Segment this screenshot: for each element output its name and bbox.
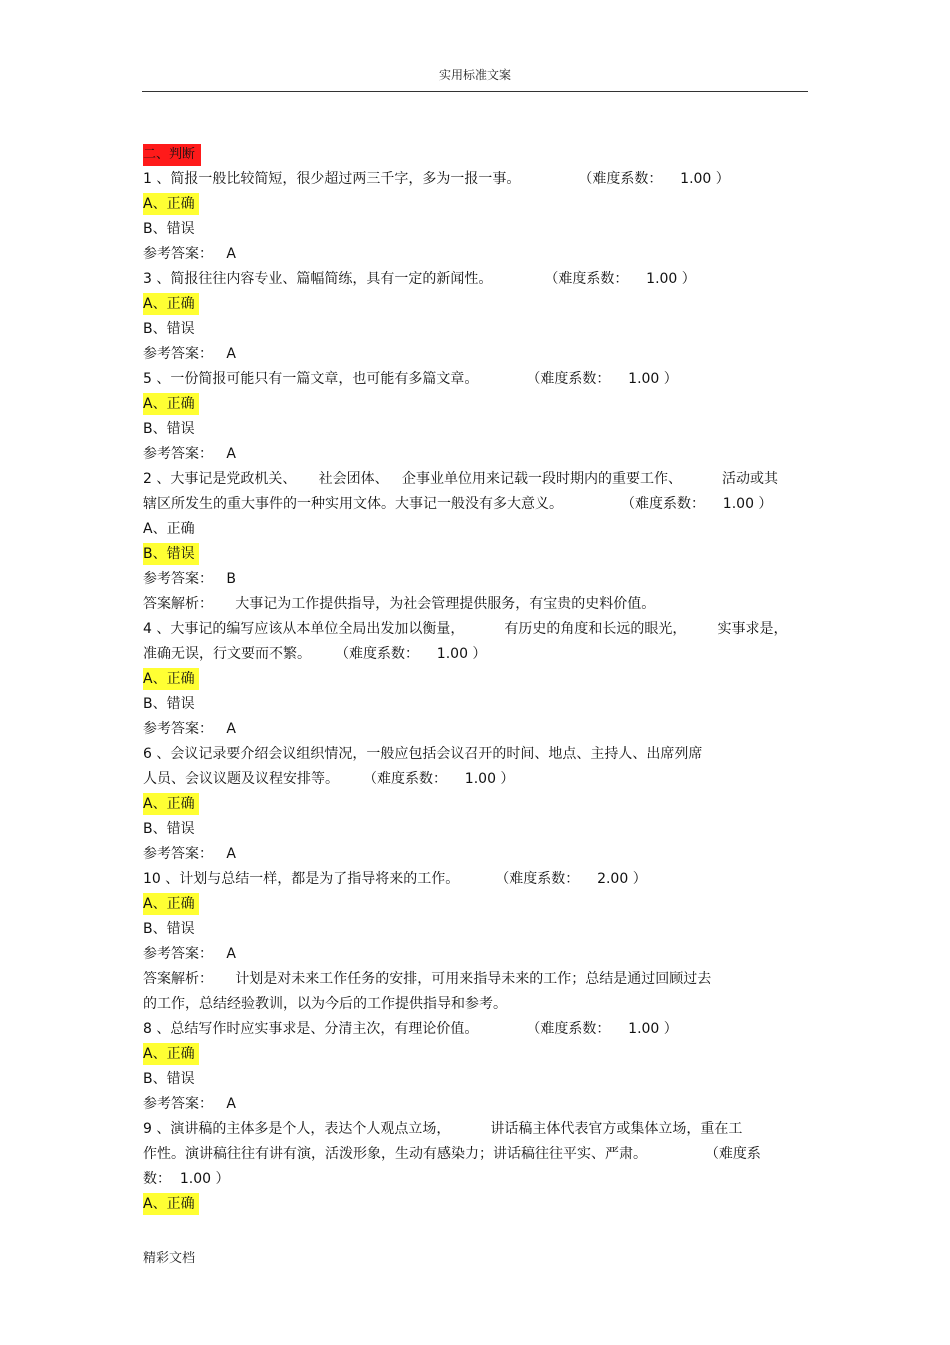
option-b[interactable] [143,917,808,942]
explanation-line: 答案解析： 大事记为工作提供指导，为社会管理提供服务，有宝贵的史料价值。 [143,596,656,612]
option-a[interactable] [143,192,808,217]
option-a[interactable] [143,792,808,817]
difficulty-label: （难度系数： 1.00 ） [621,496,773,512]
question-text [143,367,808,392]
option-a-label: A、正确 [143,793,199,815]
explanation-line: 答案解析： 计划是对未来工作任务的安排，可用来指导未来的工作；总结是通过回顾过去 [143,971,712,987]
section-title: 二、判断 [143,144,201,166]
option-b-label: B、错误 [143,421,195,437]
option-a-label: A、正确 [143,893,199,915]
option-b-label: B、错误 [143,221,195,237]
difficulty-label: （难度系数： 1.00 ） [526,371,678,387]
option-b-label: B、错误 [143,821,195,837]
option-a[interactable] [143,1192,808,1217]
question-line: 8 、总结写作时应实事求是、分清主次，有理论价值。 [143,1021,479,1037]
option-a[interactable] [143,292,808,317]
option-a-label: A、正确 [143,293,199,315]
option-a[interactable] [143,667,808,692]
option-a-label: A、正确 [143,668,199,690]
answer-line: 参考答案： B [143,571,236,587]
question-text: 9 、演讲稿的主体多是个人，表达个人观点立场， 讲话稿主体代表官方或集体立场，重在工 [143,1121,743,1137]
page-header-title: 实用标准文案 [438,68,511,82]
question-text [143,267,808,292]
option-b[interactable] [143,1067,808,1092]
option-b[interactable] [143,217,808,242]
option-a-label: A、正确 [143,521,195,537]
option-a-label: A、正确 [143,193,199,215]
question-line: 10 、计划与总结一样，都是为了指导将来的工作。 [143,871,460,887]
difficulty-label: （难度系数： 1.00 ） [526,1021,678,1037]
option-a-label: A、正确 [143,393,199,415]
option-b[interactable] [143,542,808,567]
question-text [143,867,808,892]
answer-line: 参考答案： A [143,946,236,962]
option-b-label: B、错误 [143,696,195,712]
option-b-label: B、错误 [143,321,195,337]
option-b-label: B、错误 [143,543,199,565]
answer-line: 参考答案： A [143,346,236,362]
difficulty-label: （难度系数： 1.00 ） [544,271,696,287]
question-line: 1 、简报一般比较简短，很少超过两三千字，多为一报一事。 [143,171,521,187]
question-text: 2 、大事记是党政机关、 社会团体、 企事业单位用来记载一段时期内的重要工作、 活动或其 [143,471,779,487]
difficulty-label: （难度系数： 1.00 ） [335,646,487,662]
difficulty-label: （难度系数： 1.00 ） [363,771,515,787]
option-b-label: B、错误 [143,921,195,937]
question-text: 6 、会议记录要介绍会议组织情况，一般应包括会议召开的时间、地点、主持人、出席列席 [143,746,703,762]
option-b-label: B、错误 [143,1071,195,1087]
answer-line: 参考答案： A [143,1096,236,1112]
answer-line: 参考答案： A [143,846,236,862]
option-b[interactable] [143,817,808,842]
page-footer: 精彩文档 [143,1251,196,1266]
option-b[interactable] [143,692,808,717]
answer-line: 参考答案： A [143,446,236,462]
header-divider [142,91,808,92]
difficulty-label: （难度系数： 1.00 ） [578,171,730,187]
question-text [143,167,808,192]
option-a-label: A、正确 [143,1193,199,1215]
explanation-line: 的工作，总结经验教训，以为今后的工作提供指导和参考。 [143,996,507,1012]
option-b[interactable] [143,317,808,342]
option-a[interactable] [143,1042,808,1067]
question-text: 4 、大事记的编写应该从本单位全局出发加以衡量， 有历史的角度和长远的眼光， 实事求是， [143,621,788,637]
question-text [143,767,808,792]
question-text [143,642,808,667]
question-text [143,1017,808,1042]
question-text: 数： 1.00 ） [143,1171,230,1187]
option-a[interactable] [143,392,808,417]
answer-line: 参考答案： A [143,246,236,262]
question-line: 5 、一份简报可能只有一篇文章，也可能有多篇文章。 [143,371,479,387]
section-heading [143,142,808,167]
answer-line: 参考答案： A [143,721,236,737]
question-line: 3 、简报往往内容专业、篇幅简练，具有一定的新闻性。 [143,271,493,287]
difficulty-label: （难度系数： 2.00 ） [495,871,647,887]
question-text: 作性。演讲稿往往有讲有演，活泼形象，生动有感染力；讲话稿往往平实、严肃。 （难度系 [143,1146,761,1162]
option-b[interactable] [143,417,808,442]
question-line: 辖区所发生的重大事件的一种实用文体。大事记一般没有多大意义。 [143,496,563,512]
question-list [143,142,808,1217]
option-a[interactable] [143,517,808,542]
question-line: 人员、会议议题及议程安排等。 [143,771,339,787]
question-text [143,492,808,517]
option-a-label: A、正确 [143,1043,199,1065]
option-a[interactable] [143,892,808,917]
question-line: 准确无误，行文要而不繁。 [143,646,311,662]
